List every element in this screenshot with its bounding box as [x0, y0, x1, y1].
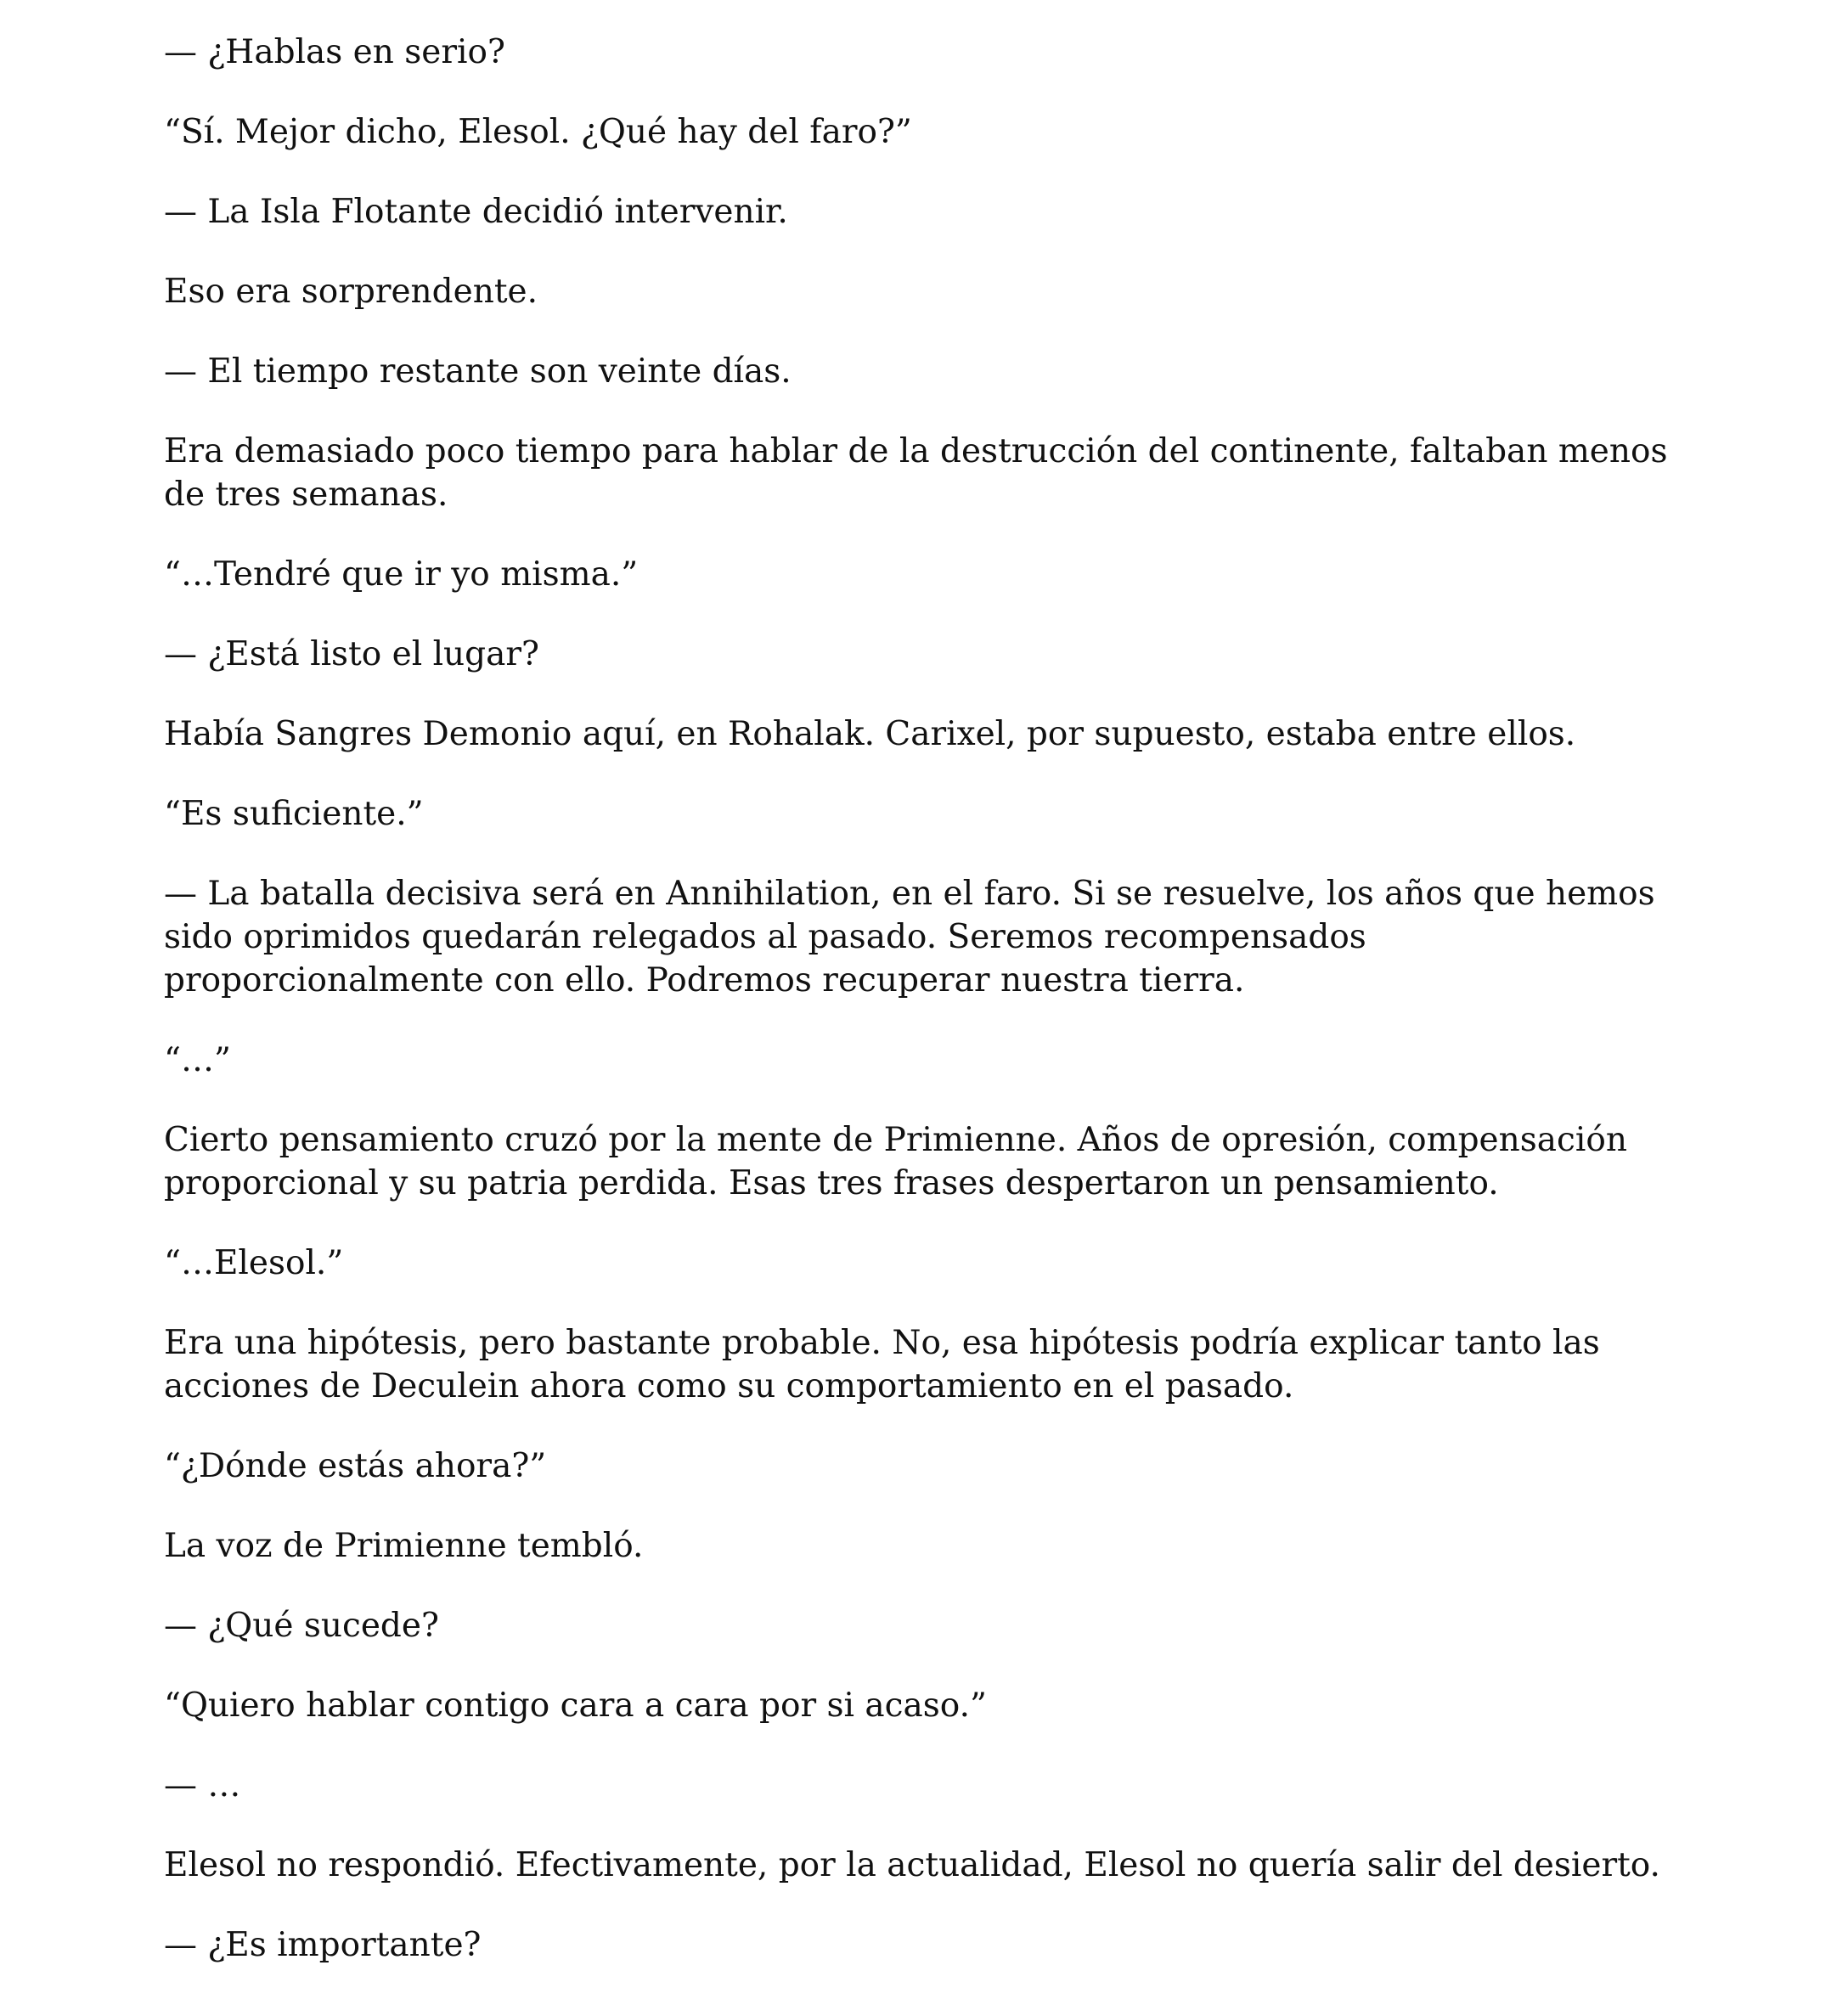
paragraph: “…Elesol.”: [164, 1244, 344, 1282]
paragraph: Elesol no respondió. Efectivamente, por la actualidad, Elesol no quería salir del desierto.: [164, 1846, 1660, 1884]
paragraph: — La batalla decisiva será en Annihilation, en el faro. Si se resuelve, los años que hemos sido oprimidos quedarán relegados al pasado. Seremos recompensados proporcionalmente con ello. Podremos recuperar nuestra tierra.: [164, 875, 1655, 1000]
paragraph: Era una hipótesis, pero bastante probable. No, esa hipótesis podría explicar tanto las acciones de Deculein ahora como su comportamiento en el pasado.: [164, 1324, 1600, 1405]
paragraph: — ¿Qué sucede?: [164, 1607, 439, 1645]
paragraph: — ¿Hablas en serio?: [164, 33, 505, 71]
paragraph: Era demasiado poco tiempo para hablar de la destrucción del continente, faltaban menos de tres semanas.: [164, 432, 1668, 514]
paragraph: Había Sangres Demonio aquí, en Rohalak. Carixel, por supuesto, estaba entre ellos.: [164, 715, 1576, 753]
paragraph: “…Tendré que ir yo misma.”: [164, 555, 639, 594]
paragraph: — La Isla Flotante decidió intervenir.: [164, 193, 788, 231]
paragraph: Cierto pensamiento cruzó por la mente de Primienne. Años de opresión, compensación proporcional y su patria perdida. Esas tres frases despertaron un pensamiento.: [164, 1121, 1627, 1202]
paragraph: “Sí. Mejor dicho, Elesol. ¿Qué hay del faro?”: [164, 113, 912, 151]
paragraph: La voz de Primienne tembló.: [164, 1527, 644, 1565]
paragraph: “Quiero hablar contigo cara a cara por si acaso.”: [164, 1686, 987, 1725]
paragraph: — ¿Está listo el lugar?: [164, 635, 539, 673]
paragraph: — El tiempo restante son veinte días.: [164, 352, 792, 391]
document-body: [164, 31, 1693, 1967]
paragraph: “Es suficiente.”: [164, 795, 424, 833]
paragraph: — ¿Es importante?: [164, 1926, 482, 1964]
paragraph: — …: [164, 1766, 241, 1805]
paragraph: “¿Dónde estás ahora?”: [164, 1447, 547, 1485]
paragraph: “…”: [164, 1041, 231, 1079]
paragraph: Eso era sorprendente.: [164, 273, 538, 311]
